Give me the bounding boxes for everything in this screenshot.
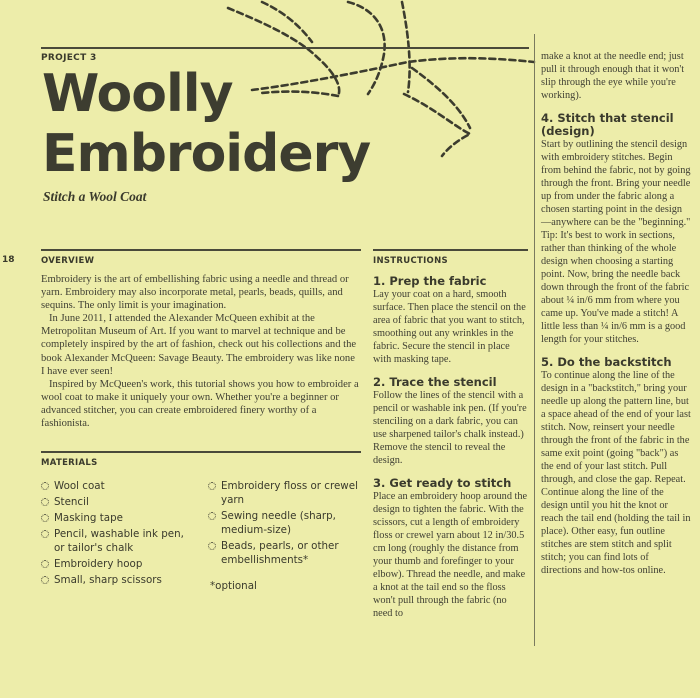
list-item: Pencil, washable ink pen, or tailor's chalk: [41, 527, 193, 555]
step2-text: Follow the lines of the stencil with a pencil or washable ink pen. (If you're stenciling on a dark fabric, you can use sharpened tailor's chalk instead.) Remove the stencil to reveal the design.: [373, 390, 527, 466]
step1-title: 1. Prep the fabric: [373, 274, 487, 288]
step4-text: Start by outlining the stencil design with embroidery stitches. Begin from behind the fabric, not by going through the front. Bring your needle up from under the fabric along a chosen starting point in the design—anywhere can be the "beginning." Tip: It's best to work in sections, rather than thinking of the whole design when choosing a starting point. Now, bring the needle back down through the front of the fabric about ¼ in/6 mm from where you came up. You've made a stitch! A little less than ¼ in/6 mm is a good length for your stitches.: [541, 139, 691, 345]
page-title-line1: Woolly: [42, 64, 233, 124]
overview-paragraph: Embroidery is the art of embellishing fabric using a needle and thread or yarn. Embroidery may also incorporate metal, pearls, beads, quills, and sequins. The only limit is your imagination.: [41, 274, 349, 312]
list-item: Beads, pearls, or other embellishments*: [208, 539, 363, 567]
subtitle: Stitch a Wool Coat: [43, 189, 147, 204]
materials-list-2: [208, 479, 363, 569]
circle-bullet-icon: [208, 542, 216, 550]
instructions-heading: INSTRUCTIONS: [373, 256, 448, 266]
step5-title: 5. Do the backstitch: [541, 355, 672, 369]
title-top-rule: [41, 47, 529, 49]
list-item: Embroidery hoop: [41, 557, 193, 571]
overview-paragraph: Inspired by McQueen's work, this tutorial shows you how to embroider a wool coat to make it uniquely your own. Whether you're a beginner or advanced stitcher, you can create embroidered finery worthy of a fashionista.: [41, 378, 359, 430]
instructions-column: [373, 275, 528, 620]
step3-title: 3. Get ready to stitch: [373, 476, 512, 490]
list-item: Masking tape: [41, 511, 193, 525]
circle-bullet-icon: [208, 482, 216, 490]
step1-text: Lay your coat on a hard, smooth surface. Then place the stencil on the area of fabric that you want to stitch, smoothing out any wrinkles in the fabric. Secure the stencil in place with masking tape.: [373, 289, 526, 365]
project-label: PROJECT 3: [41, 53, 97, 63]
right-column: [541, 50, 691, 577]
step2-title: 2. Trace the stencil: [373, 375, 497, 389]
column-divider: [534, 34, 535, 646]
circle-bullet-icon: [41, 514, 49, 522]
materials-rule: [41, 451, 361, 453]
page-number: 18: [2, 255, 15, 265]
list-item: Small, sharp scissors: [41, 573, 193, 587]
list-item: Stencil: [41, 495, 193, 509]
materials-list-1: [41, 479, 193, 589]
overview-rule: [41, 249, 361, 251]
circle-bullet-icon: [41, 482, 49, 490]
step5-text: To continue along the line of the design in a "backstitch," bring your needle up along the pattern line, but a space ahead of the end of your last stitch. Now, reinsert your needle through the front of the fabric in the same exit point (going "back") as the end of your last stitch. Pull through, and close the gap. Repeat. Continue along the line of the design until you hit the knot or reach the tail end (holding the tail in place). Other easy, fun outline stitches are stem stitch and split stitch; you can find lots of directions and how-tos online.: [541, 370, 691, 576]
overview-paragraph: In June 2011, I attended the Alexander McQueen exhibit at the Metropolitan Museum of Art. If you want to marvel at technique and be completely inspired by the art of fashion, check out his collections and the book Alexander McQueen: Savage Beauty. The embroidery was like none I have ever seen!: [41, 313, 357, 377]
overview-body: [41, 273, 361, 430]
step3-continued: make a knot at the needle end; just pull it through enough that it won't slip through the eye while you're working).: [541, 51, 685, 101]
circle-bullet-icon: [41, 530, 49, 538]
step3-text: Place an embroidery hoop around the design to tighten the fabric. With the scissors, cut a length of embroidery floss or crewel yarn about 12 in/30.5 cm long (roughly the distance from your thumb and forefinger to your elbow). Thread the needle, and make a knot at the tail end so the floss won't pull through the fabric (no need to: [373, 491, 528, 619]
instructions-rule: [373, 249, 528, 251]
list-item: Wool coat: [41, 479, 193, 493]
optional-note: *optional: [210, 580, 257, 592]
overview-heading: OVERVIEW: [41, 256, 95, 266]
circle-bullet-icon: [41, 560, 49, 568]
circle-bullet-icon: [41, 576, 49, 584]
page-title-line2: Embroidery: [42, 124, 371, 184]
circle-bullet-icon: [41, 498, 49, 506]
list-item: Sewing needle (sharp, medium-size): [208, 509, 363, 537]
circle-bullet-icon: [208, 512, 216, 520]
step4-title: 4. Stitch that stencil (design): [541, 111, 674, 138]
materials-heading: MATERIALS: [41, 458, 98, 468]
list-item: Embroidery floss or crewel yarn: [208, 479, 363, 507]
